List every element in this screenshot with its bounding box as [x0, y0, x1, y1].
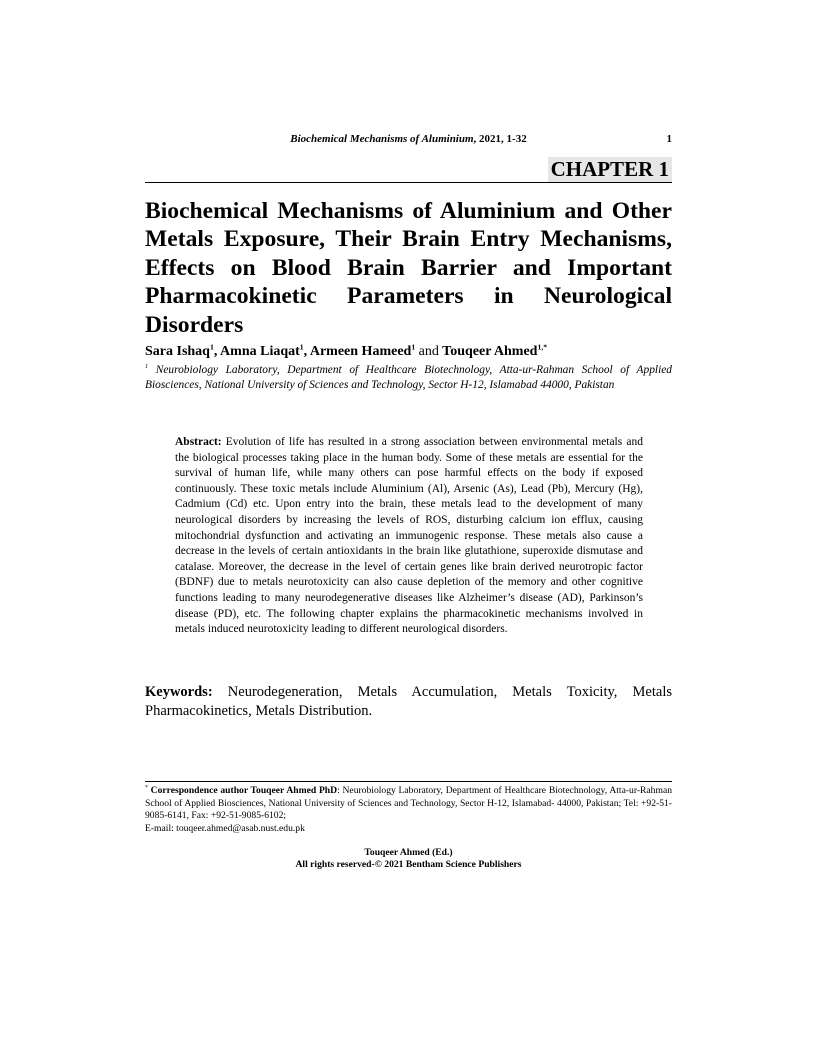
- author-separator: ,: [303, 344, 310, 359]
- source-citation: [145, 133, 672, 145]
- affiliation-marker: 1: [145, 363, 149, 371]
- copyright-notice: All rights reserved-© 2021 Bentham Science Publishers: [295, 859, 522, 870]
- author-affiliation-marker: 1,*: [537, 342, 548, 352]
- author-name: Touqeer Ahmed: [442, 344, 538, 359]
- affiliation-text: Neurobiology Laboratory, Department of Healthcare Biotechnology, Atta-ur-Rahman School of Applied Biosciences, National University of Sciences and Technology, Sector H-12, Islamabad 44000, Pakistan: [145, 364, 672, 392]
- keywords-label: Keywords:: [145, 684, 213, 700]
- keywords-text: Neurodegeneration, Metals Accumulation, Metals Toxicity, Metals Pharmacokinetics, Metals Distribution.: [145, 684, 672, 719]
- abstract-text: Evolution of life has resulted in a strong association between environmental metals and the biological processes taking place in the human body. Some of these metals are essential for the survival of human life, while many others can pose harmful effects on the body if exposed continuously. These toxic metals include Aluminium (Al), Arsenic (As), Lead (Pb), Mercury (Hg), Cadmium (Cd) etc. Upon entry into the brain, these metals lead to the development of many neurological disorders by increasing the levels of ROS, disturbing calcium ion efflux, causing mitochondrial dysfunction and activating an immunogenic response. These metals also cause a decrease in the levels of certain antioxidants in the brain like glutathione, superoxide dismutase and catalase. Moreover, the decrease in the level of certain genes like brain derived neurotropic factor (BDNF) due to metals neurotoxicity can also cause depletion of the memory and other cognitive functions leading to many neurodegenerative diseases like Alzheimer’s disease (AD), Parkinson’s disease (PD), etc. The following chapter explains the pharmacokinetic mechanisms involved in metals induced neurotoxicity leading to different neurological disorders.: [175, 436, 643, 636]
- keywords: [145, 683, 672, 721]
- author-affiliation-marker: 1: [411, 342, 416, 352]
- author-name: Sara Ishaq: [145, 344, 210, 359]
- author-affiliation-marker: 1: [299, 342, 304, 352]
- abstract-label: Abstract:: [175, 436, 222, 448]
- author-name: Amna Liaqat: [220, 344, 300, 359]
- author-affiliation: [145, 363, 672, 394]
- page-number: 1: [666, 133, 672, 145]
- chapter-label: CHAPTER 1: [548, 157, 672, 182]
- abstract: [175, 435, 643, 638]
- author-list: [145, 344, 547, 360]
- editor-credit: Touqeer Ahmed (Ed.): [364, 847, 453, 858]
- correspondence-email: E-mail: touqeer.ahmed@asab.nust.edu.pk: [145, 823, 305, 835]
- author-affiliation-marker: 1: [209, 342, 214, 352]
- footnote-marker: *: [145, 784, 148, 791]
- footnote-text: : Neurobiology Laboratory, Department of Healthcare Biotechnology, Atta-ur-Rahman School of Applied Biosciences, National University of Sciences and Technology, Sector H-12, Islamabad- 44000, Pakistan; Tel: +92-51-9085-6141, Fax: +92-51-9085-6102;: [145, 785, 672, 822]
- author-separator: ,: [213, 344, 221, 359]
- source-title: Biochemical Mechanisms of Aluminium: [290, 133, 474, 145]
- footnote-label: Correspondence author Touqeer Ahmed PhD: [147, 785, 338, 796]
- author-name: Armeen Hameed: [309, 344, 412, 359]
- footnote-divider: [145, 781, 672, 782]
- source-details: , 2021, 1-32: [473, 133, 527, 145]
- chapter-title: Biochemical Mechanisms of Aluminium and Other Metals Exposure, Their Brain Entry Mechanisms, Effects on Blood Brain Barrier and Important Pharmacokinetic Parameters in Neurological Disorders: [145, 198, 672, 338]
- chapter-divider: [145, 182, 672, 183]
- correspondence-footnote: [145, 785, 672, 836]
- author-conjunction: and: [418, 344, 439, 359]
